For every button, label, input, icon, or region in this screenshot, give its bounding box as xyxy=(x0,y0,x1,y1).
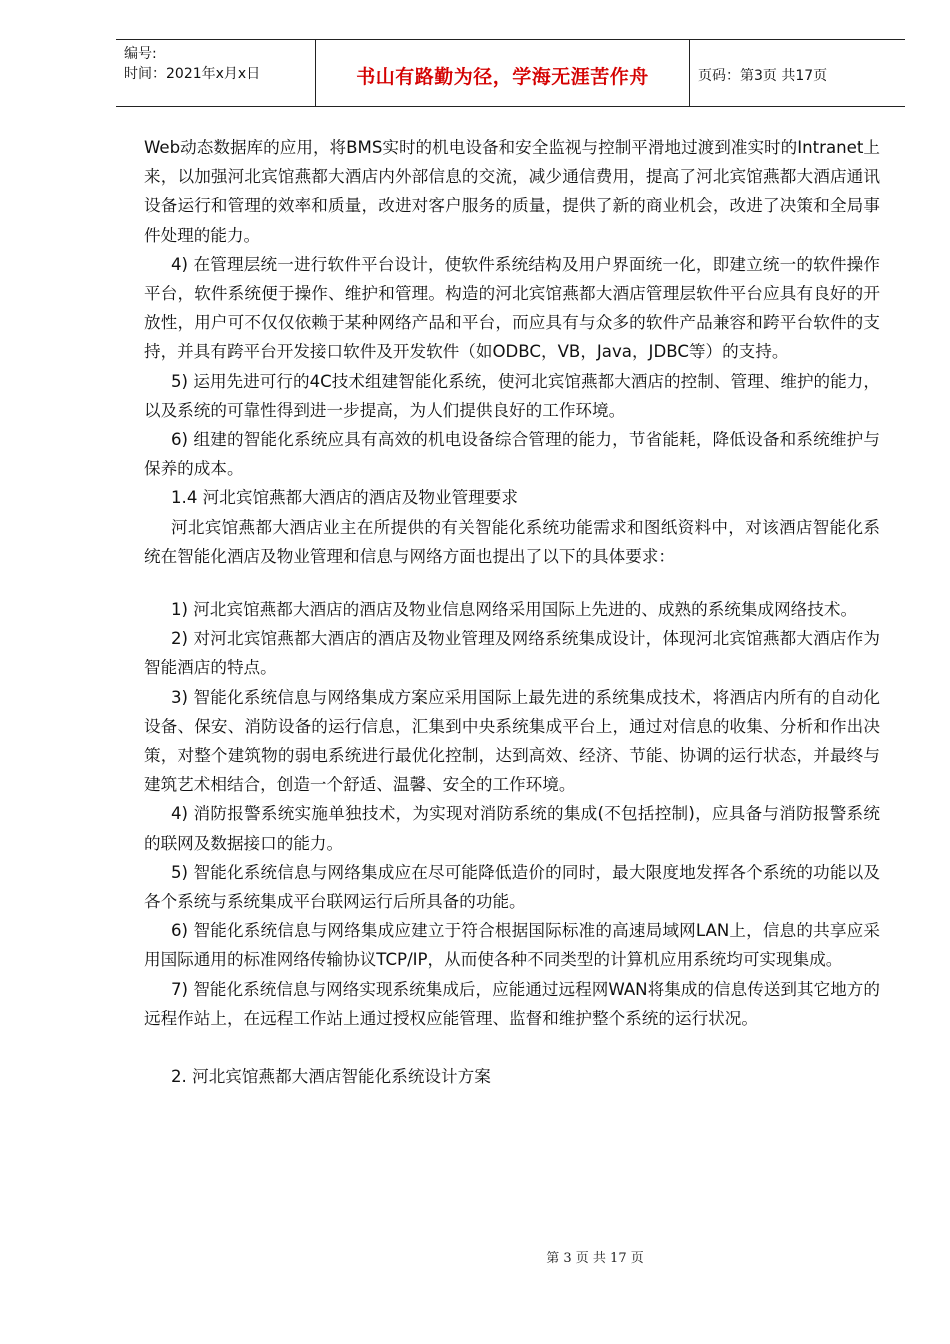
list-item: 4) 在管理层统一进行软件平台设计，使软件系统结构及用户界面统一化，即建立统一的软件操作平台，软件系统便于操作、维护和管理。构造的河北宾馆燕都大酒店管理层软件平台应具有良好的开放性，用户可不仅仅依赖于某种网络产品和平台，而应具有与众多的软件产品兼容和跨平台软件的支持，并具有跨平台开发接口软件及开发软件（如ODBC，VB，Java，JDBC等）的支持。 xyxy=(144,254,880,362)
list-item: 7) 智能化系统信息与网络实现系统集成后，应能通过远程网WAN将集成的信息传送到其它地方的远程作站上，在远程工作站上通过授权应能管理、监督和维护整个系统的运行状况。 xyxy=(144,979,880,1028)
page-header-table xyxy=(116,39,905,107)
document-body xyxy=(144,133,880,1091)
paragraph: 河北宾馆燕都大酒店业主在所提供的有关智能化系统功能需求和图纸资料中，对该酒店智能化系统在智能化酒店及物业管理和信息与网络方面也提出了以下的具体要求： xyxy=(144,517,880,566)
page-footer: 第 3 页 共 17 页 xyxy=(546,1251,644,1266)
list-item: 2) 对河北宾馆燕都大酒店的酒店及物业管理及网络系统集成设计，体现河北宾馆燕都大酒店作为智能酒店的特点。 xyxy=(144,629,880,678)
list-item: 6) 智能化系统信息与网络集成应建立于符合根据国际标准的高速局域网LAN上，信息的共享应采用国际通用的标准网络传输协议TCP/IP，从而使各种不同类型的计算机应用系统均可实现集成。 xyxy=(144,921,880,970)
date-label: 时间：2021年x月x日 xyxy=(124,66,261,82)
list-item: 5) 运用先进可行的4C技术组建智能化系统，使河北宾馆燕都大酒店的控制、管理、维护的能力，以及系统的可靠性得到进一步提高，为人们提供良好的工作环境。 xyxy=(144,371,880,420)
header-motto: 书山有路勤为径，学海无涯苦作舟 xyxy=(316,40,690,106)
spacer xyxy=(144,1033,880,1062)
section-heading: 2. 河北宾馆燕都大酒店智能化系统设计方案 xyxy=(171,1067,491,1087)
list-item: 6) 组建的智能化系统应具有高效的机电设备综合管理的能力，节省能耗，降低设备和系统维护与保养的成本。 xyxy=(144,430,880,479)
list-item: 1) 河北宾馆燕都大酒店的酒店及物业信息网络采用国际上先进的、成熟的系统集成网络技术。 xyxy=(171,600,858,620)
spacer xyxy=(144,571,880,595)
header-page-info: 页码：第3页 共17页 xyxy=(698,68,828,84)
header-meta-cell xyxy=(116,40,316,106)
list-item: 4) 消防报警系统实施单独技术，为实现对消防系统的集成(不包括控制)，应具备与消防报警系统的联网及数据接口的能力。 xyxy=(144,804,880,853)
section-heading: 1.4 河北宾馆燕都大酒店的酒店及物业管理要求 xyxy=(171,488,518,508)
list-item: 5) 智能化系统信息与网络集成应在尽可能降低造价的同时，最大限度地发挥各个系统的功能以及各个系统与系统集成平台联网运行后所具备的功能。 xyxy=(144,862,880,912)
paragraph: Web动态数据库的应用，将BMS实时的机电设备和安全监视与控制平滑地过渡到准实时的Intranet上来，以加强河北宾馆燕都大酒店内外部信息的交流，减少通信费用，提高了河北宾馆燕都大酒店通讯设备运行和管理的效率和质量，改进对客户服务的质量，提供了新的商业机会，改进了决策和全局事件处理的能力。 xyxy=(144,138,880,245)
serial-number-label: 编号: xyxy=(124,46,157,62)
list-item: 3) 智能化系统信息与网络集成方案应采用国际上最先进的系统集成技术，将酒店内所有的自动化设备、保安、消防设备的运行信息，汇集到中央系统集成平台上，通过对信息的收集、分析和作出决策，对整个建筑物的弱电系统进行最优化控制，达到高效、经济、节能、协调的运行状态，并最终与建筑艺术相结合，创造一个舒适、温馨、安全的工作环境。 xyxy=(144,687,880,795)
